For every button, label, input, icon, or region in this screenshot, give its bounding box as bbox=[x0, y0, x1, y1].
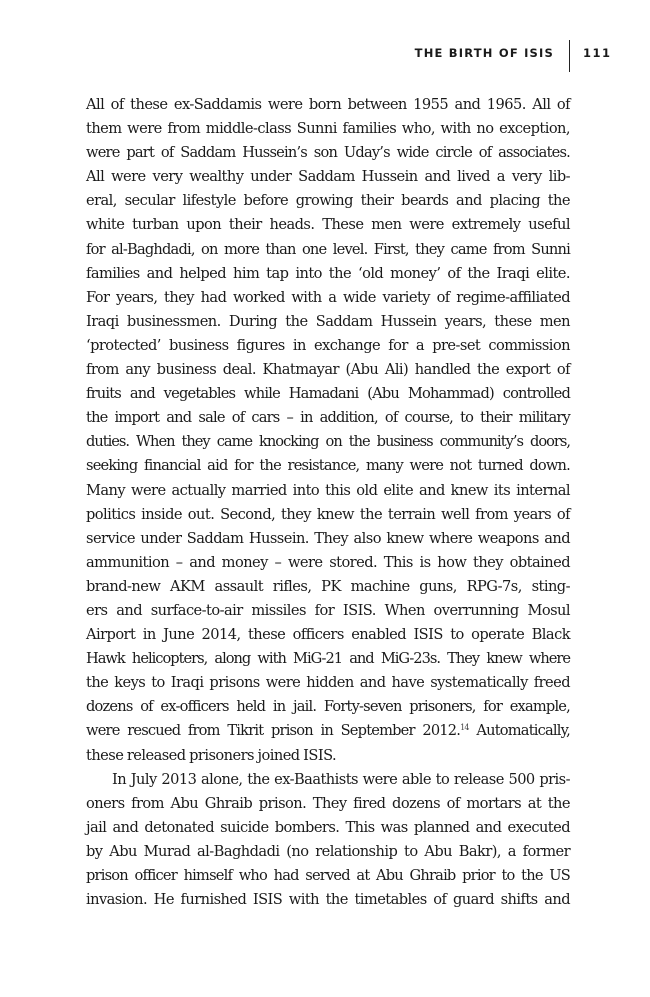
text-line: families and helped him tap into the ‘old money’ of the Iraqi elite. bbox=[86, 264, 570, 282]
text-line: the keys to Iraqi prisons were hidden and have systematically freed bbox=[86, 674, 570, 692]
text-line: by Abu Murad al-Baghdadi (no relationship to Abu Bakr), a former bbox=[86, 842, 570, 860]
text-line: dozens of ex-officers held in jail. Forty-seven prisoners, for example, bbox=[86, 698, 570, 716]
text-line: them were from middle-class Sunni families who, with no exception, bbox=[86, 120, 570, 138]
text-line: oners from Abu Ghraib prison. They fired dozens of mortars at the bbox=[86, 794, 570, 812]
running-head-title: THE BIRTH OF ISIS bbox=[414, 46, 554, 60]
text-line: ‘protected’ business figures in exchange for a pre-set commission bbox=[86, 336, 570, 354]
text-line: invasion. He furnished ISIS with the timetables of guard shifts and bbox=[86, 891, 570, 909]
text-line-with-note bbox=[86, 719, 570, 743]
text-line: prison officer himself who had served at Abu Ghraib prior to the US bbox=[86, 867, 570, 884]
text-line: eral, secular lifestyle before growing their beards and placing the bbox=[86, 192, 570, 210]
text-line: seeking financial aid for the resistance, many were not turned down. bbox=[86, 457, 570, 475]
page-number: 111 bbox=[583, 46, 612, 60]
text-line: For years, they had worked with a wide variety of regime-affiliated bbox=[86, 288, 570, 306]
running-head-divider bbox=[569, 40, 570, 72]
text-line: these released prisoners joined ISIS. bbox=[86, 746, 337, 764]
text-line: Hawk helicopters, along with MiG-21 and MiG-23s. They knew where bbox=[86, 650, 570, 668]
text-line: politics inside out. Second, they knew the terrain well from years of bbox=[86, 505, 570, 523]
text-line: Airport in June 2014, these officers enabled ISIS to operate Black bbox=[86, 626, 570, 644]
text-line: service under Saddam Hussein. They also knew where weapons and bbox=[86, 529, 570, 547]
text-line: duties. When they came knocking on the business community’s doors, bbox=[86, 433, 570, 451]
text-line-paragraph-start: In July 2013 alone, the ex-Baathists were able to release 500 pris- bbox=[112, 770, 570, 788]
line-text: were rescued from Tikrit prison in September 2012. bbox=[86, 722, 461, 740]
text-line: All were very wealthy under Saddam Hussein and lived a very lib- bbox=[86, 168, 570, 186]
text-line: ammunition – and money – were stored. This is how they obtained bbox=[86, 553, 570, 571]
text-line: the import and sale of cars – in addition, of course, to their military bbox=[86, 409, 570, 427]
text-line: Many were actually married into this old elite and knew its internal bbox=[86, 481, 570, 499]
text-line: from any business deal. Khatmayar (Abu Ali) handled the export of bbox=[86, 361, 570, 379]
footnote-reference[interactable]: 14 bbox=[460, 723, 469, 733]
body-text bbox=[86, 93, 570, 912]
text-line: All of these ex-Saddamis were born between 1955 and 1965. All of bbox=[86, 96, 570, 113]
text-line: fruits and vegetables while Hamadani (Abu Mohammad) controlled bbox=[86, 385, 570, 403]
line-text-tail: Automatically, bbox=[468, 722, 570, 740]
text-line: white turban upon their heads. These men were extremely useful bbox=[86, 216, 570, 234]
text-line: were part of Saddam Hussein’s son Uday’s wide circle of associates. bbox=[86, 144, 570, 162]
text-line: jail and detonated suicide bombers. This was planned and executed bbox=[86, 818, 570, 836]
text-line: ers and surface-to-air missiles for ISIS. When overrunning Mosul bbox=[86, 601, 570, 619]
text-line: for al-Baghdadi, on more than one level. First, they came from Sunni bbox=[86, 240, 570, 258]
text-line: Iraqi businessmen. During the Saddam Hussein years, these men bbox=[86, 312, 570, 330]
running-head bbox=[0, 40, 650, 74]
text-line: brand-new AKM assault rifles, PK machine guns, RPG-7s, sting- bbox=[86, 577, 570, 595]
